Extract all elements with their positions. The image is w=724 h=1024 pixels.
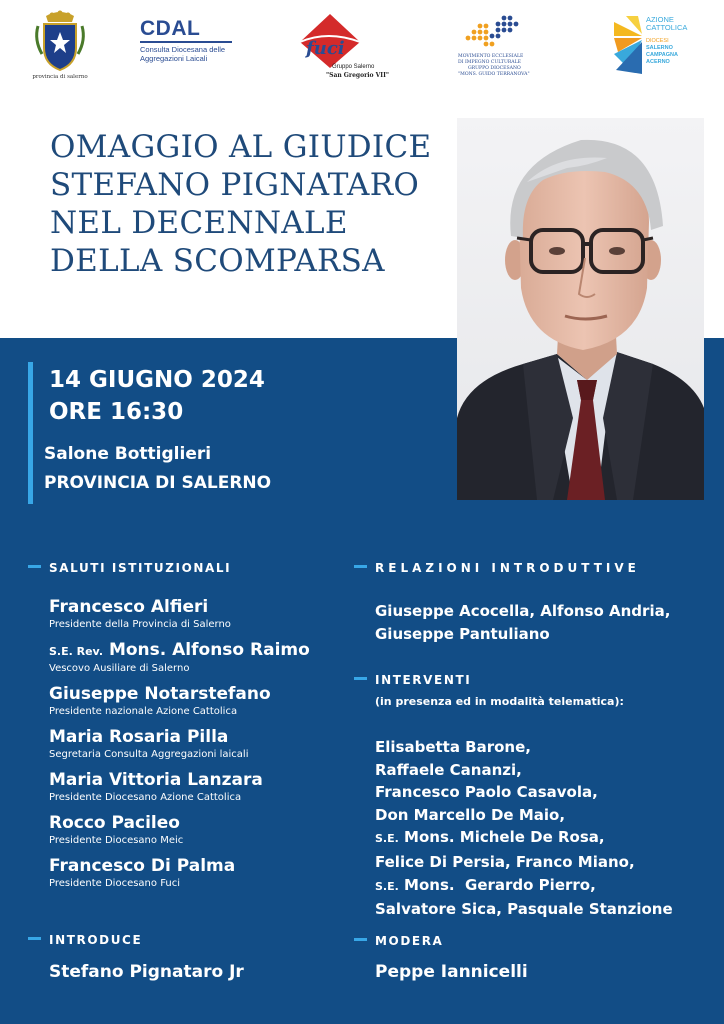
cdal-subtitle-2: Aggregazioni Laicali <box>140 54 208 63</box>
list-item <box>49 813 310 847</box>
relazioni-line: Giuseppe Acocella, Alfonso Andria, <box>375 602 671 620</box>
list-item: Salvatore Sica, Pasquale Stanzione <box>375 900 673 919</box>
relazioni-line: Giuseppe Pantuliano <box>375 625 550 643</box>
page-title <box>50 128 450 280</box>
person-role: Presidente della Provincia di Salerno <box>49 619 231 630</box>
saluti-heading <box>49 561 231 575</box>
cdal-logo <box>140 18 240 68</box>
event-date: 14 GIUGNO 2024 <box>49 367 265 393</box>
relazioni-list <box>375 600 670 646</box>
title-line: STEFANO PIGNATARO <box>50 167 420 203</box>
honorific-prefix: S.E. <box>375 832 399 846</box>
list-item: Elisabetta Barone, <box>375 738 531 756</box>
portrait-photo <box>457 118 704 500</box>
meic-logo <box>458 14 538 84</box>
ac-line6: ACERNO <box>646 59 670 65</box>
azione-cattolica-logo <box>612 14 692 80</box>
list-item <box>49 684 310 718</box>
azione-cattolica-sunburst-icon <box>612 14 646 76</box>
modera-heading-text: MODERA <box>375 934 444 948</box>
ac-line4: SALERNO <box>646 45 673 51</box>
meic-line2: DI IMPEGNO CULTURALE <box>458 60 522 65</box>
relazioni-heading <box>375 561 640 575</box>
fuci-mark: fuci <box>306 38 345 59</box>
person-name: Francesco Di Palma <box>49 856 236 876</box>
introduce-heading <box>49 933 142 947</box>
ac-line2: CATTOLICA <box>646 23 688 32</box>
list-item: Raffaele Cananzi, <box>375 760 522 779</box>
saluti-list <box>49 597 310 899</box>
event-venue: Salone Bottiglieri <box>44 444 212 464</box>
list-item <box>49 770 310 804</box>
meic-line3: GRUPPO DIOCESANO <box>468 66 521 71</box>
list-item <box>49 597 310 631</box>
person-name: Francesco Alfieri <box>49 597 209 617</box>
person-role: Presidente Diocesano Azione Cattolica <box>49 792 242 803</box>
interventi-heading <box>375 673 471 687</box>
heading-dash <box>354 938 367 941</box>
list-item <box>49 856 310 890</box>
fuci-line1: Gruppo Salerno <box>332 64 375 70</box>
heading-dash <box>28 565 41 568</box>
introduce-name: Stefano Pignataro Jr <box>49 962 244 982</box>
modera-name: Peppe Iannicelli <box>375 962 528 982</box>
provincia-crest-icon <box>32 10 88 74</box>
person-prefix: S.E. Rev. <box>49 645 104 658</box>
date-accent-bar <box>28 362 33 504</box>
event-location <box>44 440 271 498</box>
list-item-text: Mons. Michele De Rosa, <box>404 828 605 847</box>
list-item <box>375 874 673 899</box>
event-datetime <box>49 364 265 428</box>
modera-heading <box>375 934 443 948</box>
person-name-text: Mons. Alfonso Raimo <box>108 640 310 660</box>
interventi-heading-text: INTERVENTI <box>375 673 472 687</box>
introduce-heading-text: INTRODUCE <box>49 933 143 947</box>
heading-dash <box>354 677 367 680</box>
person-name: Maria Vittoria Lanzara <box>49 770 263 790</box>
interventi-list <box>375 736 673 921</box>
person-role: Presidente Diocesano Fuci <box>49 878 181 889</box>
ac-line5: CAMPAGNA <box>646 52 678 58</box>
ac-line3: DIOCESI <box>646 38 669 44</box>
list-item <box>375 826 673 851</box>
saluti-heading-text: SALUTI ISTITUZIONALI <box>49 561 232 575</box>
person-name: Rocco Pacileo <box>49 813 180 833</box>
person-role: Presidente nazionale Azione Cattolica <box>49 706 238 717</box>
provincia-logo <box>32 10 88 84</box>
list-item: Felice Di Persia, Franco Miano, <box>375 852 635 871</box>
event-place: PROVINCIA DI SALERNO <box>44 473 272 493</box>
event-time: ORE 16:30 <box>49 399 184 425</box>
person-role: Presidente Diocesano Meic <box>49 835 184 846</box>
cdal-title: CDAL <box>140 17 201 40</box>
fuci-logo <box>296 12 396 82</box>
meic-line4: "MONS. GUIDO TERRANOVA" <box>458 72 530 77</box>
cdal-subtitle-1: Consulta Diocesana delle <box>140 45 226 54</box>
logo-bar <box>0 0 724 100</box>
list-item-text: Mons. Gerardo Pierro, <box>404 875 596 894</box>
honorific-prefix: S.E. <box>375 879 399 893</box>
portrait-icon <box>457 118 704 500</box>
list-item: Francesco Paolo Casavola, <box>375 783 598 802</box>
person-name: Giuseppe Notarstefano <box>49 684 271 704</box>
person-role: Segretaria Consulta Aggregazioni laicali <box>49 749 249 760</box>
cdal-rule <box>140 41 232 43</box>
fuci-line2: "San Gregorio VII" <box>326 72 390 79</box>
title-line: NEL DECENNALE <box>50 205 348 241</box>
heading-dash <box>28 937 41 940</box>
person-name <box>49 640 310 662</box>
provincia-caption: provincia di salerno <box>32 74 88 80</box>
meic-dots-icon <box>462 14 526 48</box>
list-item: Don Marcello De Maio, <box>375 805 566 824</box>
list-item <box>49 640 310 675</box>
relazioni-heading-text: RELAZIONI INTRODUTTIVE <box>375 561 640 575</box>
list-item <box>49 727 310 761</box>
meic-line1: MOVIMENTO ECCLESIALE <box>458 54 524 59</box>
person-role: Vescovo Ausiliare di Salerno <box>49 663 190 674</box>
title-line: DELLA SCOMPARSA <box>50 243 385 279</box>
interventi-note: (in presenza ed in modalità telematica): <box>375 695 624 708</box>
title-line: OMAGGIO AL GIUDICE <box>50 129 432 165</box>
person-name: Maria Rosaria Pilla <box>49 727 229 747</box>
ac-line1: AZIONE <box>646 15 674 24</box>
heading-dash <box>354 565 367 568</box>
